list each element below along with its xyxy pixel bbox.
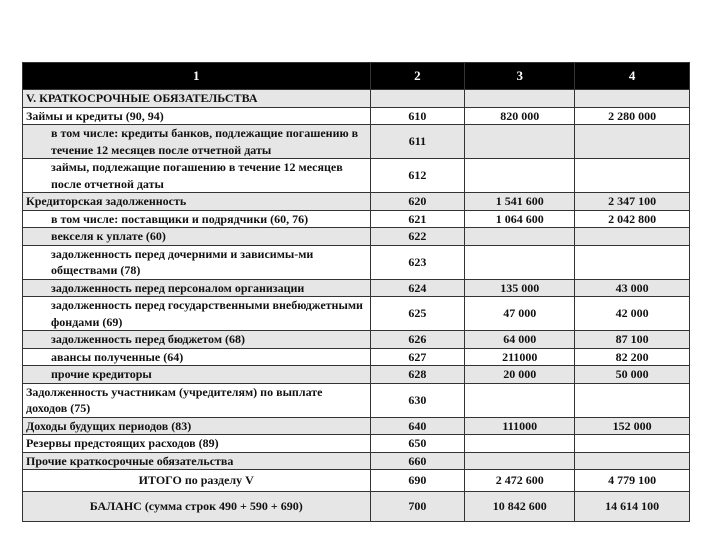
header-col-2: 2 [370,63,465,90]
row-code: 626 [370,331,465,349]
row-code: 690 [370,470,465,492]
row-name: в том числе: кредиты банков, подлежащие погашению в течение 12 месяцев после отчетной даты [23,125,371,159]
table-row [23,107,690,125]
row-value-end: 2 042 800 [575,210,690,228]
row-value-end: 50 000 [575,366,690,384]
balance-sheet-table [22,62,690,522]
row-value-end: 43 000 [575,279,690,297]
table-row [23,279,690,297]
row-value-start [465,245,575,279]
row-name: Задолженность участникам (учредителям) по выплате доходов (75) [23,383,371,417]
row-code: 611 [370,125,465,159]
row-value-start [465,228,575,246]
table-row [23,125,690,159]
row-value-start: 20 000 [465,366,575,384]
table-row [23,435,690,453]
table-row [23,297,690,331]
row-code: 622 [370,228,465,246]
row-value-end [575,435,690,453]
row-code: 628 [370,366,465,384]
row-value-start [465,452,575,470]
row-value-end: 4 779 100 [575,470,690,492]
table-row [23,366,690,384]
row-value-start [465,159,575,193]
row-name: Резервы предстоящих расходов (89) [23,435,371,453]
row-name: задолженность перед дочерними и зависимы-ми обществами (78) [23,245,371,279]
row-name: задолженность перед персоналом организации [23,279,371,297]
row-value-end [575,245,690,279]
row-code: 610 [370,107,465,125]
row-name: Займы и кредиты (90, 94) [23,107,371,125]
row-name: прочие кредиторы [23,366,371,384]
row-code: 624 [370,279,465,297]
row-value-end [575,159,690,193]
row-name: ИТОГО по разделу V [23,470,371,492]
row-value-start [465,383,575,417]
row-value-end: 2 347 100 [575,193,690,211]
row-name: задолженность перед бюджетом (68) [23,331,371,349]
row-code: 630 [370,383,465,417]
row-value-start: 135 000 [465,279,575,297]
row-value-start [465,90,575,108]
table-row [23,492,690,522]
row-name: в том числе: поставщики и подрядчики (60, 76) [23,210,371,228]
table-row [23,210,690,228]
row-value-start: 2 472 600 [465,470,575,492]
row-value-start: 211000 [465,348,575,366]
row-name: Прочие краткосрочные обязательства [23,452,371,470]
row-name: задолженность перед государственными внебюджетными фондами (69) [23,297,371,331]
row-code: 700 [370,492,465,522]
row-value-end: 42 000 [575,297,690,331]
row-value-end [575,125,690,159]
row-value-start [465,125,575,159]
row-name: Доходы будущих периодов (83) [23,417,371,435]
row-code: 627 [370,348,465,366]
row-code: 620 [370,193,465,211]
row-code [370,90,465,108]
row-value-end: 152 000 [575,417,690,435]
row-value-end: 14 614 100 [575,492,690,522]
row-value-end: 87 100 [575,331,690,349]
table-row [23,348,690,366]
row-value-start: 820 000 [465,107,575,125]
row-value-start [465,435,575,453]
row-value-start: 111000 [465,417,575,435]
row-code: 623 [370,245,465,279]
row-value-start: 1 064 600 [465,210,575,228]
table-row [23,228,690,246]
row-value-start: 47 000 [465,297,575,331]
row-value-end [575,228,690,246]
table-row [23,470,690,492]
table-row [23,452,690,470]
row-name: БАЛАНС (сумма строк 490 + 590 + 690) [23,492,371,522]
row-value-start: 10 842 600 [465,492,575,522]
table-row [23,90,690,108]
row-name: V. КРАТКОСРОЧНЫЕ ОБЯЗАТЕЛЬСТВА [23,90,371,108]
header-row [23,63,690,90]
row-code: 625 [370,297,465,331]
header-col-3: 3 [465,63,575,90]
table-row [23,331,690,349]
row-value-end [575,383,690,417]
header-col-4: 4 [575,63,690,90]
table-row [23,245,690,279]
row-value-start: 1 541 600 [465,193,575,211]
row-name: Кредиторская задолженность [23,193,371,211]
row-value-end [575,90,690,108]
row-code: 640 [370,417,465,435]
row-name: векселя к уплате (60) [23,228,371,246]
header-col-1: 1 [23,63,371,90]
row-value-end: 82 200 [575,348,690,366]
row-value-start: 64 000 [465,331,575,349]
table-row [23,159,690,193]
row-code: 650 [370,435,465,453]
table-row [23,417,690,435]
row-value-end: 2 280 000 [575,107,690,125]
row-code: 612 [370,159,465,193]
row-name: авансы полученные (64) [23,348,371,366]
row-code: 621 [370,210,465,228]
table-row [23,383,690,417]
table-row [23,193,690,211]
row-name: займы, подлежащие погашению в течение 12 месяцев после отчетной даты [23,159,371,193]
row-code: 660 [370,452,465,470]
row-value-end [575,452,690,470]
